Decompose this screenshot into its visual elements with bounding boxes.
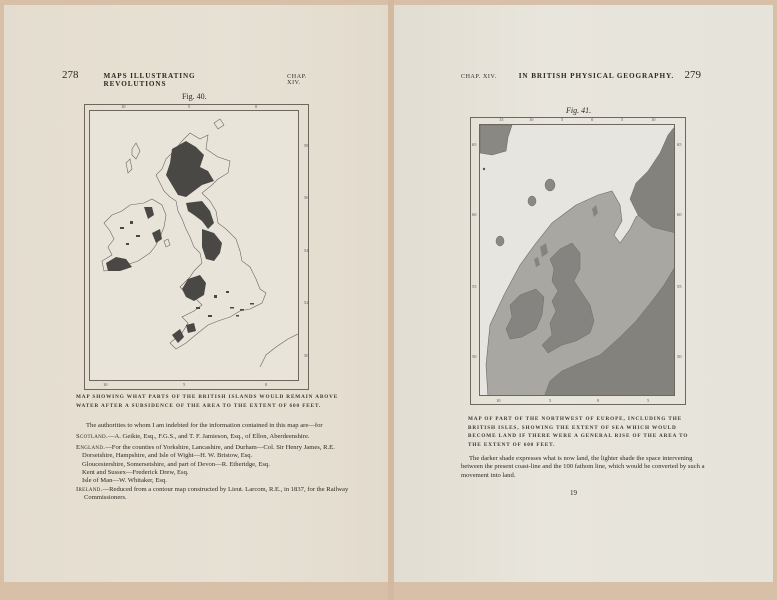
bottom-tick: 0 [597,398,600,403]
top-tick: 5 [188,104,191,109]
running-head-left [62,69,322,88]
side-tick-left: 55 [472,284,477,289]
northwest-europe-map [480,125,675,396]
side-tick-left: 50 [472,354,477,359]
figure-40-map [84,104,309,390]
top-tick: 10 [121,104,126,109]
left-page [4,5,388,582]
figure-41-map [470,117,686,405]
top-tick: 5 [561,117,564,122]
authorities-text [76,422,356,503]
figure-label: Fig. 40. [182,92,207,101]
top-tick: 0 [591,117,594,122]
side-tick-left: 60 [472,212,477,217]
side-tick: 52 [304,300,309,305]
authority-ireland: Ireland.—Reduced from a contour map constructed by Lieut. Larcom, R.E., in 1837, for the Railway Commissioners. [76,485,349,502]
top-tick: 10 [529,117,534,122]
page-number: 278 [62,69,79,81]
authority-scotland: Scotland.—A. Geikie, Esq., F.G.S., and T. F. Jamieson, Esq., of Ellon, Aberdeenshire. [76,433,310,441]
side-tick: 58 [304,143,309,148]
figure-caption: MAP OF PART OF THE NORTHWEST OF EUROPE, INCLUDING THE BRITISH ISLES, SHOWING THE EXTENT OF SEA WHICH WOULD BECOME LAND IF THERE WERE A GENERAL RISE OF THE AREA TO THE EXTENT OF 600 FEET. [468,416,689,448]
running-title: MAPS ILLUSTRATING REVOLUTIONS [103,72,196,88]
bottom-tick: 5 [647,398,650,403]
authority-isle-of-man: Isle of Man—W. Whitaker, Esq. [82,477,167,485]
bottom-tick: 10 [103,382,108,387]
side-tick: 50 [304,353,309,358]
top-tick: 5 [621,117,624,122]
authority-kent: Kent and Sussex—Frederick Drew, Esq. [82,469,189,477]
side-tick-right: 60 [677,212,682,217]
bottom-tick: 5 [183,382,186,387]
signature-mark: 19 [570,489,577,497]
top-tick: 10 [651,117,656,122]
top-tick: 15 [499,117,504,122]
running-head-right [461,69,701,81]
chapter-label: CHAP. XIV. [461,74,497,80]
side-tick: 56 [304,195,309,200]
figure-label: Fig. 41. [566,106,592,115]
side-tick: 54 [304,248,309,253]
page-number: 279 [684,69,701,81]
side-tick-right: 55 [677,284,682,289]
chapter-label: CHAP. XIV. [287,74,307,86]
side-tick-left: 65 [472,142,477,147]
bottom-tick: 10 [496,398,501,403]
figure-caption: MAP SHOWING WHAT PARTS OF THE BRITISH ISLANDS WOULD REMAIN ABOVE WATER AFTER A SUBSIDENCE OF THE AREA TO THE EXTENT OF 600 FEET. [76,394,339,409]
bottom-tick: 5 [549,398,552,403]
side-tick-right: 65 [677,142,682,147]
british-isles-subsidence-map [90,111,299,381]
map-area [479,124,675,396]
top-tick: 0 [255,104,258,109]
authority-dorset: Dorsetshire, Hampshire, and Isle of Wight—H. W. Bristow, Esq. [82,452,253,460]
running-title: IN BRITISH PHYSICAL GEOGRAPHY. [518,72,675,80]
right-page [394,5,773,582]
authority-england: England.—For the counties of Yorkshire, Lancashire, and Durham—Col. Sir Henry James, R.E. [76,443,335,451]
intro-paragraph: The authorities to whom I am indebted for the information contained in this map are—for [86,422,323,429]
bottom-tick: 0 [265,382,268,387]
side-tick-right: 50 [677,354,682,359]
body-paragraph: The darker shade expresses what is now land, the lighter shade the space intervening between the present coast-line and the 100 fathom line, which would be converted by such a movement into land. [461,455,705,479]
explanation-text [461,455,706,480]
authority-gloucester: Gloucestershire, Somersetshire, and part of Devon—R. Etheridge, Esq. [82,460,270,468]
map-area [89,110,299,381]
